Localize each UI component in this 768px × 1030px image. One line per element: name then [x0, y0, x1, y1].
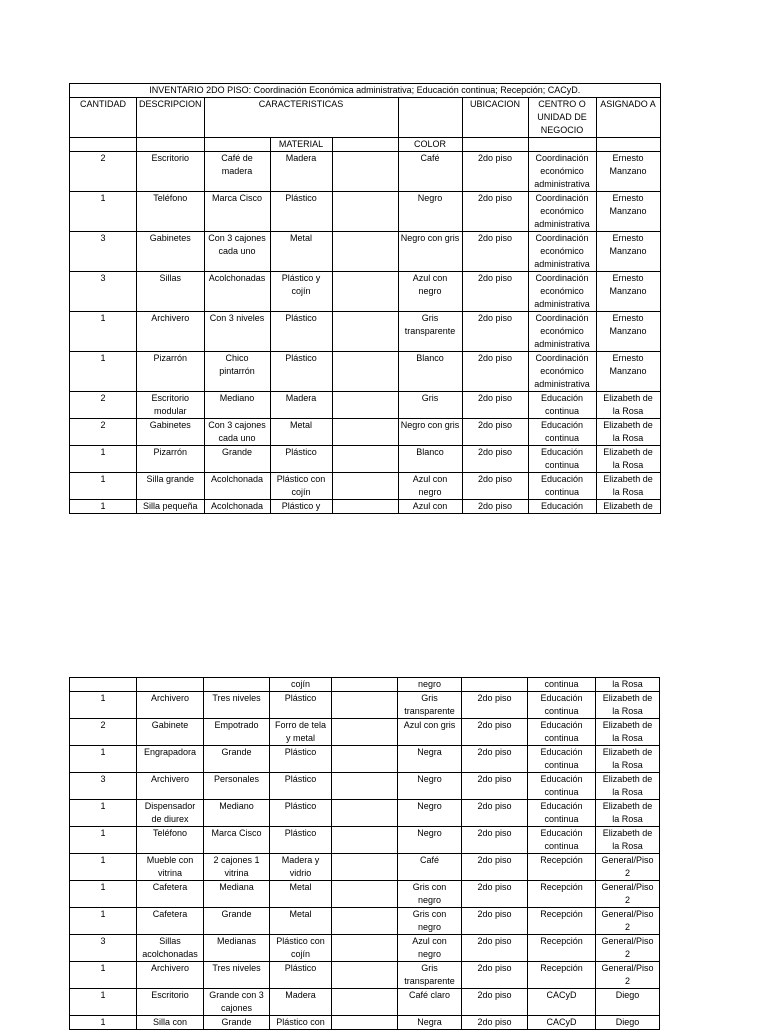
cell-caracteristicas: Empotrado — [204, 719, 270, 746]
table-row — [70, 908, 660, 935]
cell-color: Negro — [398, 192, 462, 232]
cell-centro: Recepción — [528, 935, 596, 962]
cell-blank — [332, 312, 398, 352]
cell-blank — [332, 446, 398, 473]
cell-centro: Educación continua — [528, 692, 596, 719]
cell-material: Plástico — [270, 773, 332, 800]
cell-centro: Recepción — [528, 962, 596, 989]
cell-cantidad: 1 — [70, 692, 137, 719]
table-row — [70, 827, 660, 854]
cell-blank — [332, 989, 398, 1016]
cell-asignado: Elizabeth de la Rosa — [596, 773, 660, 800]
header-caracteristicas: CARACTERISTICAS — [204, 98, 398, 138]
cell-material: Plástico y cojín — [270, 272, 332, 312]
cell-ubicacion: 2do piso — [462, 500, 528, 514]
cell-blank — [332, 773, 398, 800]
cell-material: Plástico — [270, 800, 332, 827]
cell-descripcion: Archivero — [137, 773, 204, 800]
cell-color: Negra — [398, 746, 462, 773]
cell-asignado: General/Piso 2 — [596, 962, 660, 989]
cell-caracteristicas: Grande — [204, 1016, 270, 1030]
cell-caracteristicas: Acolchonadas — [204, 272, 270, 312]
cell-cantidad: 1 — [70, 312, 137, 352]
cell-cantidad: 1 — [70, 1016, 137, 1030]
cell-material: Plástico — [270, 312, 332, 352]
cell-descripcion: Silla pequeña — [137, 500, 205, 514]
cell-material: Plástico — [270, 827, 332, 854]
cell-ubicacion: 2do piso — [462, 352, 528, 392]
cell-blank — [332, 272, 398, 312]
cell-blank — [332, 719, 398, 746]
cell-material: Plástico — [270, 962, 332, 989]
subheader-color: COLOR — [398, 138, 462, 152]
cell-asignado: Ernesto Manzano — [596, 152, 660, 192]
cell-material: Plástico y — [270, 500, 332, 514]
cell-cantidad: 1 — [70, 446, 137, 473]
cell-cantidad — [70, 678, 137, 692]
subheader-blank — [70, 138, 137, 152]
table-row — [70, 352, 661, 392]
cell-centro: Coordinación económico administrativa — [528, 352, 596, 392]
cell-blank — [332, 392, 398, 419]
cell-caracteristicas: Mediana — [204, 881, 270, 908]
cell-blank — [332, 962, 398, 989]
cell-caracteristicas: Marca Cisco — [204, 827, 270, 854]
cell-caracteristicas: Tres niveles — [204, 962, 270, 989]
cell-caracteristicas: Acolchonada — [204, 500, 270, 514]
cell-centro: Educación continua — [528, 473, 596, 500]
subheader-blank — [137, 138, 205, 152]
cell-material: Plástico — [270, 352, 332, 392]
cell-cantidad: 1 — [70, 881, 137, 908]
cell-centro: Recepción — [528, 854, 596, 881]
cell-centro: CACyD — [528, 1016, 596, 1030]
cell-color: Café claro — [398, 989, 462, 1016]
cell-material: Plástico — [270, 692, 332, 719]
cell-descripcion: Engrapadora — [137, 746, 204, 773]
table-row — [70, 854, 660, 881]
cell-caracteristicas: Café de madera — [204, 152, 270, 192]
cell-asignado: la Rosa — [596, 678, 660, 692]
cell-caracteristicas: Con 3 niveles — [204, 312, 270, 352]
cell-cantidad: 1 — [70, 500, 137, 514]
cell-color: Blanco — [398, 352, 462, 392]
table-row — [70, 392, 661, 419]
cell-ubicacion: 2do piso — [462, 935, 528, 962]
cell-asignado: General/Piso 2 — [596, 908, 660, 935]
cell-ubicacion: 2do piso — [462, 827, 528, 854]
cell-caracteristicas — [204, 678, 270, 692]
cell-asignado: Ernesto Manzano — [596, 352, 660, 392]
cell-descripcion: Cafetera — [137, 908, 204, 935]
cell-material: Plástico con — [270, 1016, 332, 1030]
cell-material: Madera — [270, 152, 332, 192]
cell-color: Azul con negro — [398, 935, 462, 962]
cell-color: Gris — [398, 392, 462, 419]
cell-caracteristicas: Mediano — [204, 800, 270, 827]
subheader-row — [70, 138, 661, 152]
subheader-blank — [204, 138, 270, 152]
cell-asignado: General/Piso 2 — [596, 935, 660, 962]
cell-material: Forro de tela y metal — [270, 719, 332, 746]
cell-asignado: General/Piso 2 — [596, 854, 660, 881]
header-descripcion: DESCRIPCION — [137, 98, 205, 138]
table-title: INVENTARIO 2DO PISO: Coordinación Económica administrativa; Educación continua; Recepción; CACyD. — [70, 84, 661, 98]
cell-ubicacion: 2do piso — [462, 962, 528, 989]
table-row — [70, 962, 660, 989]
cell-caracteristicas: Con 3 cajones cada uno — [204, 232, 270, 272]
cell-descripcion: Archivero — [137, 312, 205, 352]
cell-color: Gris con negro — [398, 908, 462, 935]
cell-color: Gris transparente — [398, 962, 462, 989]
cell-caracteristicas: Chico pintarrón — [204, 352, 270, 392]
cell-caracteristicas: Grande — [204, 746, 270, 773]
cell-asignado: Elizabeth de la Rosa — [596, 746, 660, 773]
cell-blank — [332, 419, 398, 446]
cell-cantidad: 2 — [70, 419, 137, 446]
cell-cantidad: 1 — [70, 989, 137, 1016]
cell-asignado: Diego — [596, 1016, 660, 1030]
cell-cantidad: 2 — [70, 152, 137, 192]
cell-ubicacion: 2do piso — [462, 746, 528, 773]
cell-descripcion: Dispensador de diurex — [137, 800, 204, 827]
cell-color: Café — [398, 854, 462, 881]
cell-cantidad: 1 — [70, 854, 137, 881]
cell-ubicacion: 2do piso — [462, 719, 528, 746]
subheader-blank — [332, 138, 398, 152]
header-ubicacion: UBICACION — [462, 98, 528, 138]
cell-caracteristicas: Mediano — [204, 392, 270, 419]
cell-asignado: Elizabeth de la Rosa — [596, 392, 660, 419]
cell-asignado: Ernesto Manzano — [596, 312, 660, 352]
subheader-material: MATERIAL — [270, 138, 332, 152]
cell-centro: Educación continua — [528, 419, 596, 446]
cell-ubicacion: 2do piso — [462, 989, 528, 1016]
cell-color: Negro con gris — [398, 419, 462, 446]
cell-blank — [332, 352, 398, 392]
cell-ubicacion: 2do piso — [462, 908, 528, 935]
table-row — [70, 446, 661, 473]
cell-caracteristicas: Acolchonada — [204, 473, 270, 500]
cell-descripcion: Sillas — [137, 272, 205, 312]
cell-caracteristicas: Grande — [204, 446, 270, 473]
cell-cantidad: 3 — [70, 935, 137, 962]
table-row — [70, 152, 661, 192]
table-row — [70, 800, 660, 827]
cell-descripcion: Silla grande — [137, 473, 205, 500]
cell-color: Gris con negro — [398, 881, 462, 908]
cell-material: Plástico con cojín — [270, 473, 332, 500]
cell-blank — [332, 881, 398, 908]
cell-asignado: Elizabeth de la Rosa — [596, 419, 660, 446]
cell-color: Azul con negro — [398, 473, 462, 500]
cell-color: Negro — [398, 773, 462, 800]
cell-centro: Educación continua — [528, 800, 596, 827]
cell-centro: Educación continua — [528, 827, 596, 854]
cell-blank — [332, 854, 398, 881]
cell-cantidad: 3 — [70, 272, 137, 312]
table-row — [70, 989, 660, 1016]
table-row — [70, 719, 660, 746]
cell-asignado: Elizabeth de la Rosa — [596, 473, 660, 500]
cell-ubicacion: 2do piso — [462, 232, 528, 272]
cell-color: negro — [398, 678, 462, 692]
cell-blank — [332, 152, 398, 192]
cell-blank — [332, 473, 398, 500]
table-row — [70, 232, 661, 272]
cell-descripcion: Archivero — [137, 962, 204, 989]
table-row — [70, 881, 660, 908]
cell-asignado: Elizabeth de la Rosa — [596, 800, 660, 827]
cell-cantidad: 1 — [70, 800, 137, 827]
cell-ubicacion: 2do piso — [462, 312, 528, 352]
header-blank — [398, 98, 462, 138]
cell-cantidad: 2 — [70, 719, 137, 746]
cell-descripcion: Archivero — [137, 692, 204, 719]
cell-caracteristicas: Medianas — [204, 935, 270, 962]
cell-cantidad: 1 — [70, 746, 137, 773]
cell-material: Metal — [270, 419, 332, 446]
cell-ubicacion: 2do piso — [462, 854, 528, 881]
cell-ubicacion: 2do piso — [462, 773, 528, 800]
cell-ubicacion: 2do piso — [462, 473, 528, 500]
cell-asignado: Diego — [596, 989, 660, 1016]
cell-material: Madera — [270, 989, 332, 1016]
cell-caracteristicas: 2 cajones 1 vitrina — [204, 854, 270, 881]
cell-centro: Coordinación económico administrativa — [528, 192, 596, 232]
cell-material: Plástico — [270, 746, 332, 773]
cell-cantidad: 1 — [70, 192, 137, 232]
cell-centro: Educación continua — [528, 746, 596, 773]
cell-ubicacion: 2do piso — [462, 881, 528, 908]
cell-blank — [332, 192, 398, 232]
cell-centro: Educación continua — [528, 773, 596, 800]
cell-ubicacion: 2do piso — [462, 392, 528, 419]
cell-centro: continua — [528, 678, 596, 692]
cell-descripcion: Cafetera — [137, 881, 204, 908]
cell-asignado: Ernesto Manzano — [596, 192, 660, 232]
cell-asignado: General/Piso 2 — [596, 881, 660, 908]
cell-ubicacion: 2do piso — [462, 192, 528, 232]
header-cantidad: CANTIDAD — [70, 98, 137, 138]
cell-color: Azul con gris — [398, 719, 462, 746]
cell-material: Plástico con cojín — [270, 935, 332, 962]
table-row — [70, 312, 661, 352]
cell-centro: Coordinación económico administrativa — [528, 152, 596, 192]
table-row — [70, 473, 661, 500]
cell-descripcion: Pizarrón — [137, 352, 205, 392]
cell-color: Café — [398, 152, 462, 192]
cell-color: Negro con gris — [398, 232, 462, 272]
cell-cantidad: 1 — [70, 962, 137, 989]
subheader-blank — [596, 138, 660, 152]
cell-color: Gris transparente — [398, 692, 462, 719]
cell-cantidad: 1 — [70, 352, 137, 392]
cell-color: Azul con negro — [398, 272, 462, 312]
cell-material: cojín — [270, 678, 332, 692]
title-row — [70, 84, 661, 98]
cell-descripcion: Gabinete — [137, 719, 204, 746]
cell-centro: Recepción — [528, 908, 596, 935]
cell-blank — [332, 692, 398, 719]
table-row — [70, 692, 660, 719]
cell-descripcion — [137, 678, 204, 692]
cell-material: Metal — [270, 908, 332, 935]
cell-asignado: Elizabeth de la Rosa — [596, 446, 660, 473]
cell-cantidad: 2 — [70, 392, 137, 419]
cell-blank — [332, 827, 398, 854]
cell-asignado: Elizabeth de — [596, 500, 660, 514]
cell-asignado: Ernesto Manzano — [596, 232, 660, 272]
inventory-table-page-2 — [69, 677, 660, 1030]
table-row — [70, 773, 660, 800]
cell-descripcion: Silla con — [137, 1016, 204, 1030]
cell-asignado: Elizabeth de la Rosa — [596, 692, 660, 719]
cell-descripcion: Teléfono — [137, 827, 204, 854]
table-row — [70, 500, 661, 514]
table-row — [70, 678, 660, 692]
cell-blank — [332, 678, 398, 692]
table-row — [70, 419, 661, 446]
subheader-blank — [462, 138, 528, 152]
cell-blank — [332, 935, 398, 962]
cell-cantidad: 3 — [70, 773, 137, 800]
cell-material: Madera — [270, 392, 332, 419]
cell-blank — [332, 908, 398, 935]
cell-material: Metal — [270, 881, 332, 908]
cell-centro: Coordinación económico administrativa — [528, 272, 596, 312]
cell-color: Azul con — [398, 500, 462, 514]
cell-color: Negro — [398, 827, 462, 854]
cell-ubicacion: 2do piso — [462, 272, 528, 312]
cell-caracteristicas: Grande con 3 cajones — [204, 989, 270, 1016]
cell-centro: Educación — [528, 500, 596, 514]
cell-centro: Educación continua — [528, 719, 596, 746]
cell-descripcion: Sillas acolchonadas — [137, 935, 204, 962]
cell-color: Blanco — [398, 446, 462, 473]
header-centro: CENTRO O UNIDAD DE NEGOCIO — [528, 98, 596, 138]
cell-color: Gris transparente — [398, 312, 462, 352]
cell-cantidad: 1 — [70, 473, 137, 500]
cell-descripcion: Escritorio modular — [137, 392, 205, 419]
table-row — [70, 192, 661, 232]
inventory-table-page-1 — [69, 83, 661, 514]
cell-descripcion: Gabinetes — [137, 232, 205, 272]
cell-color: Negro — [398, 800, 462, 827]
cell-centro: Educación continua — [528, 446, 596, 473]
cell-asignado: Ernesto Manzano — [596, 272, 660, 312]
cell-descripcion: Escritorio — [137, 152, 205, 192]
cell-centro: Coordinación económico administrativa — [528, 312, 596, 352]
cell-ubicacion: 2do piso — [462, 419, 528, 446]
cell-ubicacion: 2do piso — [462, 152, 528, 192]
cell-ubicacion: 2do piso — [462, 692, 528, 719]
cell-cantidad: 1 — [70, 827, 137, 854]
table-row — [70, 272, 661, 312]
header-asignado: ASIGNADO A — [596, 98, 660, 138]
cell-ubicacion: 2do piso — [462, 1016, 528, 1030]
cell-caracteristicas: Tres niveles — [204, 692, 270, 719]
cell-blank — [332, 232, 398, 272]
cell-cantidad: 3 — [70, 232, 137, 272]
cell-ubicacion — [462, 678, 528, 692]
cell-material: Madera y vidrio — [270, 854, 332, 881]
table-row — [70, 935, 660, 962]
cell-blank — [332, 500, 398, 514]
header-row — [70, 98, 661, 138]
cell-material: Plástico — [270, 192, 332, 232]
table-row — [70, 1016, 660, 1030]
cell-color: Negra — [398, 1016, 462, 1030]
cell-caracteristicas: Grande — [204, 908, 270, 935]
cell-centro: Educación continua — [528, 392, 596, 419]
cell-descripcion: Escritorio — [137, 989, 204, 1016]
subheader-blank — [528, 138, 596, 152]
cell-asignado: Elizabeth de la Rosa — [596, 827, 660, 854]
cell-descripcion: Teléfono — [137, 192, 205, 232]
cell-caracteristicas: Marca Cisco — [204, 192, 270, 232]
table-row — [70, 746, 660, 773]
cell-ubicacion: 2do piso — [462, 800, 528, 827]
cell-caracteristicas: Con 3 cajones cada uno — [204, 419, 270, 446]
cell-asignado: Elizabeth de la Rosa — [596, 719, 660, 746]
cell-centro: Recepción — [528, 881, 596, 908]
cell-cantidad: 1 — [70, 908, 137, 935]
cell-blank — [332, 746, 398, 773]
cell-blank — [332, 800, 398, 827]
cell-ubicacion: 2do piso — [462, 446, 528, 473]
cell-material: Plástico — [270, 446, 332, 473]
cell-centro: Coordinación económico administrativa — [528, 232, 596, 272]
cell-centro: CACyD — [528, 989, 596, 1016]
cell-descripcion: Mueble con vitrina — [137, 854, 204, 881]
cell-descripcion: Pizarrón — [137, 446, 205, 473]
cell-descripcion: Gabinetes — [137, 419, 205, 446]
cell-caracteristicas: Personales — [204, 773, 270, 800]
cell-material: Metal — [270, 232, 332, 272]
cell-blank — [332, 1016, 398, 1030]
